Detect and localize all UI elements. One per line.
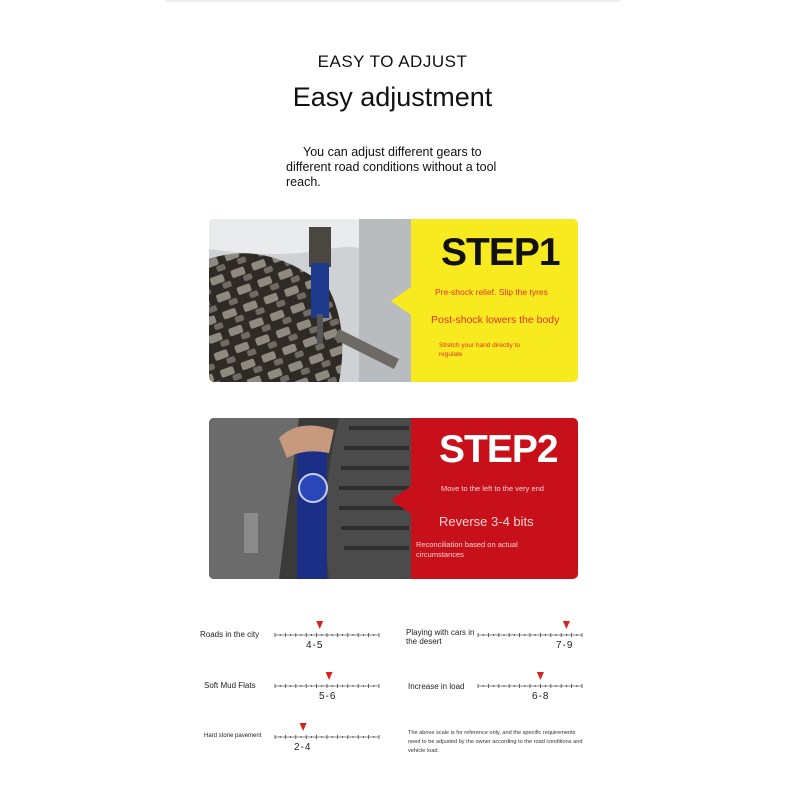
scale-label: Hard stone pavement (204, 733, 262, 739)
reference-note: The above scale is for reference only, and the specific requirements need to be adjusted by the owner according to the road conditions and vehicle load. (408, 730, 583, 754)
step2-line3: Reconciliation based on actual circumstances (416, 540, 518, 559)
step1-line1: Pre-shock relief. Slip the tyres (435, 287, 548, 297)
step2-notch (391, 486, 411, 514)
scale-range: 7-9 (556, 640, 574, 651)
step1-card (209, 219, 578, 382)
step1-notch (391, 287, 411, 315)
triangle-marker-icon (300, 723, 307, 731)
step1-panel (411, 219, 578, 382)
scale-range: 2-4 (294, 742, 312, 753)
scale-ruler (476, 669, 584, 689)
triangle-marker-icon (326, 672, 333, 680)
scale-label: Increase in load (408, 682, 465, 691)
scale-label: Roads in the city (200, 630, 260, 639)
step1-heading: STEP1 (441, 231, 560, 274)
step2-panel (411, 418, 578, 579)
triangle-marker-icon (316, 621, 323, 629)
step2-heading: STEP2 (439, 428, 558, 471)
triangle-marker-icon (537, 672, 544, 680)
triangle-marker-icon (563, 621, 570, 629)
scale-ruler (476, 618, 584, 638)
scale-range: 4-5 (306, 640, 324, 651)
step1-tire-photo (209, 219, 411, 382)
header-title: Easy adjustment (292, 82, 493, 112)
step1-line2: Post-shock lowers the body (431, 314, 560, 326)
scale-ruler (273, 669, 381, 689)
header-title-en: EASY TO ADJUST (317, 52, 468, 71)
scale-ruler (273, 720, 381, 740)
scale-label: Soft Mud Flats (204, 681, 256, 690)
top-divider (165, 0, 620, 2)
step1-line3: Stretch your hand directly to regulate (439, 342, 520, 358)
scale-range: 6-8 (532, 691, 550, 702)
step2-shock-photo (209, 418, 411, 579)
header-description: You can adjust different gears to different road conditions without a tool reach. (286, 145, 497, 189)
step2-line2: Reverse 3-4 bits (439, 514, 534, 529)
scale-ruler (273, 618, 381, 638)
scale-label: Playing with cars in the desert (406, 628, 475, 646)
step2-card (209, 418, 578, 579)
step2-line1: Move to the left to the very end (441, 484, 544, 493)
scale-range: 5-6 (319, 691, 337, 702)
